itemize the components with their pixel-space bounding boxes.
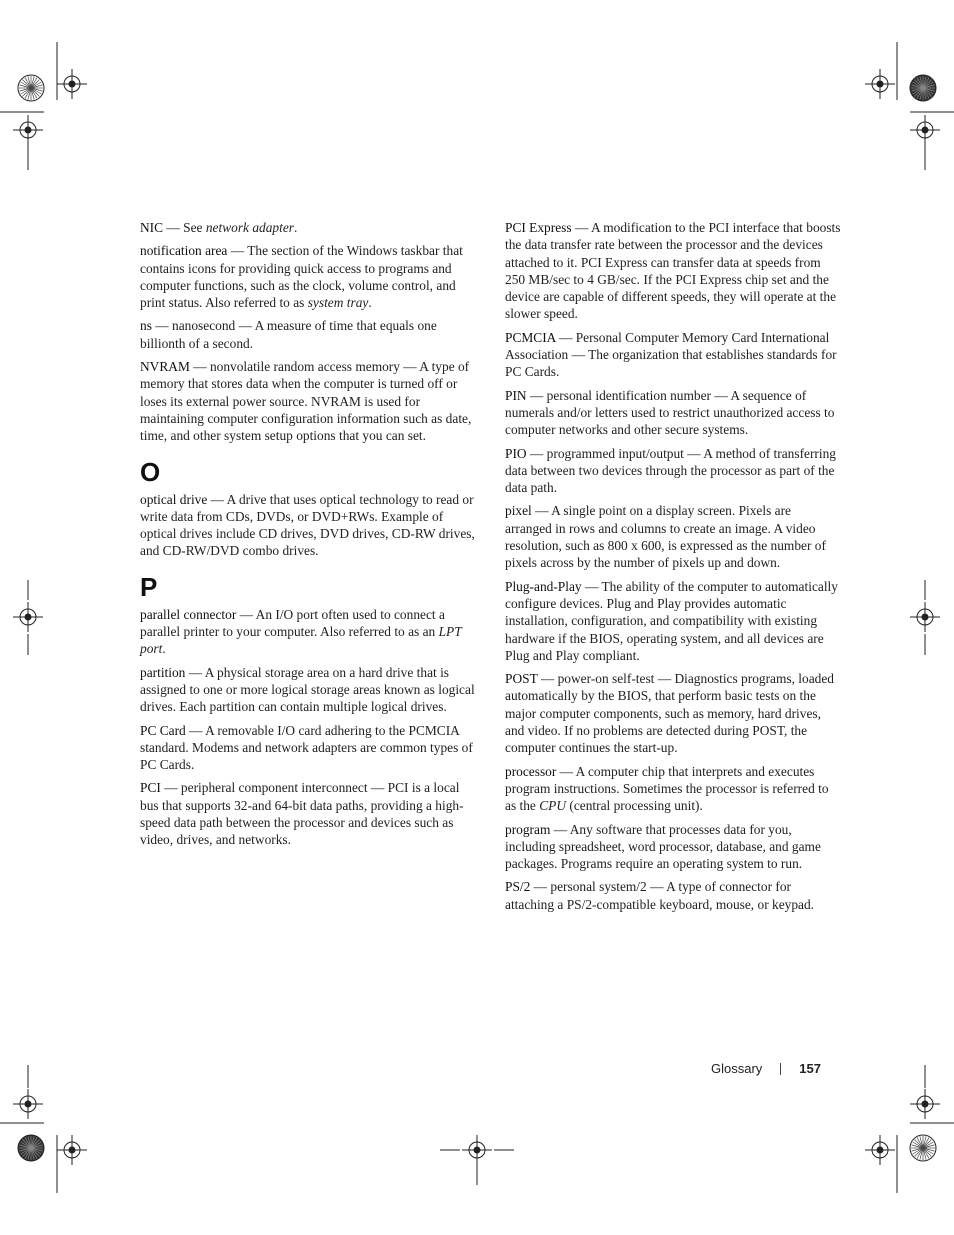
glossary-term: optical drive: [140, 491, 208, 507]
footer-divider: [780, 1063, 781, 1075]
glossary-entry: [505, 329, 841, 381]
glossary-definition-tail: (central processing unit).: [566, 798, 703, 814]
section-heading-p: P: [140, 571, 158, 602]
glossary-term: PIN: [505, 387, 527, 403]
glossary-emphasis: system tray: [307, 295, 369, 311]
glossary-term: NVRAM: [140, 359, 190, 375]
glossary-emphasis: LPT port: [140, 624, 462, 657]
glossary-definition-tail: .: [162, 641, 166, 657]
glossary-term: processor: [505, 763, 557, 779]
registration-cross-right-lower: [910, 1089, 940, 1119]
glossary-term: Plug-and-Play: [505, 578, 582, 594]
glossary-entry: [140, 606, 476, 658]
glossary-entry: [140, 491, 476, 560]
left-column: [140, 219, 476, 855]
registration-cross-bottom-center: [462, 1135, 492, 1165]
glossary-entry: [505, 763, 841, 815]
glossary-term: NIC: [140, 220, 164, 235]
glossary-entry: [140, 664, 476, 716]
glossary-term: PCMCIA: [505, 329, 556, 345]
glossary-definition: — A computer chip that interprets and executes program instructions. Sometimes the processor is referred to as the: [505, 763, 829, 814]
glossary-definition: — An I/O port often used to connect a parallel printer to your computer. Also referred to as an: [140, 606, 445, 640]
glossary-definition: — A drive that uses optical technology to read or write data from CDs, DVDs, or DVD+RWs. Example of optical drives include CD drives, DVD drives, CD-RW drives, and CD-RW/DVD combo drives.: [140, 491, 475, 559]
glossary-term: pixel: [505, 503, 532, 519]
glossary-entry: [505, 502, 841, 571]
glossary-definition: — programmed input/output — A method of transferring data between two devices through the processor as part of the data path.: [505, 445, 837, 496]
glossary-term: ns: [140, 318, 152, 334]
page-number: 157: [799, 1061, 821, 1076]
glossary-term: PC Card: [140, 722, 186, 738]
right-column: [505, 219, 841, 919]
glossary-definition: — A modification to the PCI interface that boosts the data transfer rate between the processor and the devices attached to it. PCI Express can transfer data at speeds from 250 MB/sec to 4 GB/sec. If the PCI Express chip set and the device are capable of different speeds, they will operate at the slower speed.: [505, 220, 841, 322]
glossary-entry: [505, 219, 841, 323]
glossary-definition: — A removable I/O card adhering to the PCMCIA standard. Modems and network adapters are common types of PC Cards.: [140, 722, 473, 773]
glossary-definition-tail: .: [368, 295, 372, 311]
entries-n: [140, 219, 476, 445]
glossary-definition: — nanosecond — A measure of time that equals one billionth of a second.: [140, 318, 437, 351]
glossary-term: PCI: [140, 780, 161, 796]
glossary-term: PIO: [505, 445, 527, 461]
glossary-entry: [505, 878, 841, 913]
glossary-definition: — power-on self-test — Diagnostics programs, loaded automatically by the BIOS, that perform basic tests on the major computer components, such as memory, hard drives, and video. If no problems are detected during POST, the computer continues the start-up.: [505, 671, 835, 756]
glossary-entry: [140, 317, 476, 352]
entries-p: [140, 606, 476, 849]
registration-cross-left-upper: [13, 115, 43, 145]
glossary-term: partition: [140, 664, 186, 680]
glossary-entry: [140, 779, 476, 848]
glossary-entry: [505, 821, 841, 873]
registration-cross-top-right: [865, 69, 895, 99]
glossary-definition: — Personal Computer Memory Card International Association — The organization that establishes standards for PC Cards.: [505, 329, 837, 380]
glossary-definition: — personal system/2 — A type of connector for attaching a PS/2-compatible keyboard, mouse, or keypad.: [505, 879, 815, 912]
registration-cross-left-lower: [13, 1089, 43, 1119]
registration-cross-bottom-right: [865, 1135, 895, 1165]
glossary-entry: [505, 387, 841, 439]
glossary-definition: — The ability of the computer to automatically configure devices. Plug and Play provides automatic installation, configuration, and compatibility with existing hardware if the BIOS, operating system, and all devices are Plug and Play compliant.: [505, 578, 838, 663]
footer-section-label: Glossary: [711, 1061, 763, 1076]
registration-star-bottom-right: [910, 1135, 936, 1161]
glossary-term: notification area: [140, 243, 228, 259]
glossary-entry: [140, 358, 476, 444]
registration-cross-right-upper: [910, 115, 940, 145]
glossary-definition: — The section of the Windows taskbar that contains icons for providing quick access to programs and computer functions, such as the clock, volume control, and print status. Also referred to as: [140, 243, 463, 311]
glossary-term: parallel connector: [140, 606, 237, 622]
glossary-term: program: [505, 821, 551, 837]
registration-cross-left-middle: [13, 602, 43, 632]
section-heading-o: O: [140, 456, 161, 487]
entries-o: [140, 491, 476, 560]
glossary-entry: [505, 445, 841, 497]
registration-star-top-left: [18, 75, 44, 101]
registration-cross-right-middle: [910, 602, 940, 632]
page-footer: [711, 1061, 821, 1076]
glossary-definition: — peripheral component interconnect — PCI is a local bus that supports 32-and 64-bit data paths, providing a high-speed data path between the processor and devices such as video, drives, and networks.: [140, 780, 464, 848]
glossary-emphasis: network adapter: [205, 220, 294, 235]
glossary-term: PS/2: [505, 879, 531, 895]
glossary-definition: — Any software that processes data for you, including spreadsheet, word processor, database, and game packages. Programs require an operating system to run.: [505, 821, 821, 872]
glossary-term: POST: [505, 671, 538, 687]
glossary-definition: — personal identification number — A sequence of numerals and/or letters used to restrict unauthorized access to computer networks and other secure systems.: [505, 387, 835, 438]
glossary-definition: — See: [163, 220, 206, 235]
glossary-definition: — nonvolatile random access memory — A type of memory that stores data when the computer is turned off or loses its external power source. NVRAM is used for maintaining computer configuration information such as date, time, and other system setup options that you can set.: [140, 359, 472, 444]
registration-star-bottom-left: [18, 1135, 44, 1161]
entries-right: [505, 219, 841, 913]
glossary-definition: — A single point on a display screen. Pixels are arranged in rows and columns to create an image. A video resolution, such as 800 x 600, is expressed as the number of pixels across by the number of pixels up and down.: [505, 503, 826, 571]
glossary-entry: [140, 219, 476, 236]
glossary-entry: [505, 670, 841, 756]
glossary-emphasis: CPU: [539, 798, 567, 814]
registration-cross-bottom-left: [57, 1135, 87, 1165]
glossary-term: PCI Express: [505, 220, 572, 235]
registration-cross-top-left: [57, 69, 87, 99]
registration-star-top-right: [910, 75, 936, 101]
glossary-entry: [505, 578, 841, 664]
glossary-entry: [140, 242, 476, 311]
glossary-entry: [140, 722, 476, 774]
glossary-definition-tail: .: [294, 220, 298, 235]
glossary-definition: — A physical storage area on a hard drive that is assigned to one or more logical storage areas known as logical drives. Each partition can contain multiple logical drives.: [140, 664, 475, 715]
